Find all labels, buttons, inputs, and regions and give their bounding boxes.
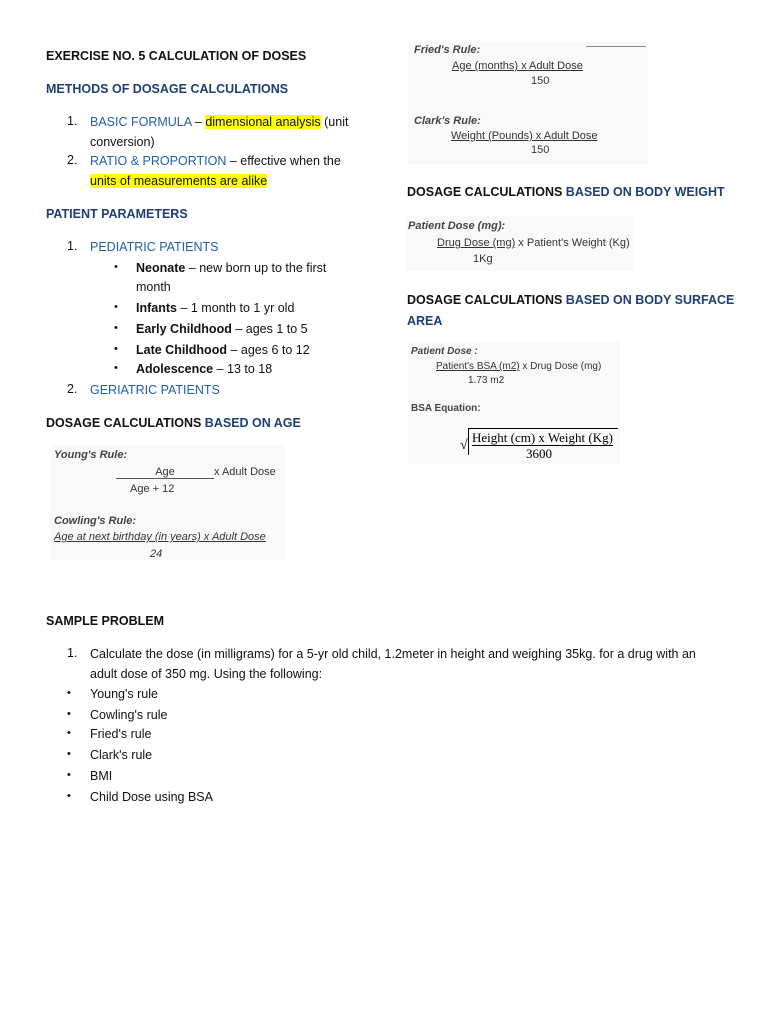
patient-heading: PATIENT PARAMETERS xyxy=(46,207,188,221)
list-number: 2. xyxy=(67,153,78,167)
age-group-item xyxy=(136,321,308,337)
bullet: • xyxy=(114,322,118,334)
fried-clark-image xyxy=(408,42,648,164)
fried-rule-numerator: Age (months) x Adult Dose xyxy=(452,60,583,72)
term: Neonate xyxy=(136,261,186,275)
bsa-eq-numerator xyxy=(472,430,613,446)
age-group-item-cont: month xyxy=(136,280,171,294)
bullet: • xyxy=(67,748,71,760)
clark-rule-label: Clark's Rule: xyxy=(414,115,481,127)
method-ratio-proportion xyxy=(90,153,341,169)
method-basic-formula xyxy=(90,114,348,130)
method-list-item: Young's rule xyxy=(90,687,158,701)
desc: – ages 6 to 12 xyxy=(226,343,310,357)
patient-dose-label: Patient Dose (mg): xyxy=(408,220,506,232)
numerator-drug-dose: Drug Dose (mg) xyxy=(437,237,516,249)
method-ratio-cont xyxy=(90,173,267,189)
sample-problem-line: adult dose of 350 mg. Using the following: xyxy=(90,667,323,681)
highlighted-text: units of measurements are alike xyxy=(90,174,268,188)
desc: – new born up to the first xyxy=(185,261,327,275)
eq-numerator-text: Height (cm) x Weight (Kg) xyxy=(472,430,613,445)
sqrt-icon: √ xyxy=(460,438,468,453)
weight-numerator xyxy=(437,237,630,249)
bsa-numerator xyxy=(436,361,601,372)
bullet: • xyxy=(67,790,71,802)
weight-section-heading xyxy=(407,184,725,200)
age-group-item xyxy=(136,300,294,316)
age-group-item xyxy=(136,260,326,276)
list-number: 2. xyxy=(67,382,78,396)
geriatric-label: GERIATRIC PATIENTS xyxy=(90,383,220,397)
numerator-weight: x Patient's Weight (Kg) xyxy=(515,237,630,249)
method-label: RATIO & PROPORTION xyxy=(90,154,227,168)
bsa-equation-label: BSA Equation: xyxy=(411,403,481,414)
methods-heading: METHODS OF DOSAGE CALCULATIONS xyxy=(46,82,289,96)
fried-rule-label: Fried's Rule: xyxy=(414,44,481,56)
weight-formula-image xyxy=(405,216,633,271)
list-number: 1. xyxy=(67,239,78,253)
divider xyxy=(586,46,646,47)
list-number: 1. xyxy=(67,114,78,128)
method-sep: – effective when the xyxy=(226,154,341,168)
sample-problem-line: Calculate the dose (in milligrams) for a 5-yr old child, 1.2meter in height and weighing 35kg. for a drug with an xyxy=(90,647,696,661)
weight-denominator: 1Kg xyxy=(473,253,493,265)
bullet: • xyxy=(114,362,118,374)
sample-heading: SAMPLE PROBLEM xyxy=(46,614,165,628)
bsa-section-heading-cont: AREA xyxy=(407,314,443,328)
method-sep: – xyxy=(191,115,206,129)
heading-part: DOSAGE CALCULATIONS xyxy=(46,416,205,430)
method-list-item: Clark's rule xyxy=(90,748,153,762)
numerator-drug-dose: x Drug Dose (mg) xyxy=(519,361,602,372)
numerator-age: Age xyxy=(116,466,214,479)
desc: – ages 1 to 5 xyxy=(231,322,308,336)
bullet: • xyxy=(67,687,71,699)
method-list-item: Child Dose using BSA xyxy=(90,790,213,804)
bullet: • xyxy=(114,343,118,355)
bullet: • xyxy=(67,769,71,781)
method-list-item: Cowling's rule xyxy=(90,708,168,722)
young-rule-label: Young's Rule: xyxy=(54,449,128,461)
age-group-item xyxy=(136,342,310,358)
bullet: • xyxy=(114,301,118,313)
young-rule-denominator: Age + 12 xyxy=(130,483,175,495)
heading-part: DOSAGE CALCULATIONS xyxy=(407,293,566,307)
bsa-formula-image xyxy=(408,342,620,464)
clark-rule-denominator: 150 xyxy=(531,144,550,156)
method-list-item: BMI xyxy=(90,769,113,783)
highlighted-text: dimensional analysis xyxy=(205,115,321,129)
heading-part: DOSAGE CALCULATIONS xyxy=(407,185,566,199)
cowling-rule-label: Cowling's Rule: xyxy=(54,515,137,527)
bullet: • xyxy=(114,261,118,273)
heading-part: BASED ON BODY WEIGHT xyxy=(565,185,725,199)
heading-part: BASED ON AGE xyxy=(204,416,301,430)
bsa-eq-denominator: 3600 xyxy=(526,446,552,461)
bullet: • xyxy=(67,708,71,720)
sqrt-stroke xyxy=(468,428,469,455)
list-number: 1. xyxy=(67,646,78,660)
term: Late Childhood xyxy=(136,343,227,357)
age-section-heading xyxy=(46,415,301,431)
cowling-rule-denominator: 24 xyxy=(150,548,163,560)
method-label: BASIC FORMULA xyxy=(90,115,192,129)
term: Early Childhood xyxy=(136,322,232,336)
age-group-item xyxy=(136,361,272,377)
clark-rule-numerator: Weight (Pounds) x Adult Dose xyxy=(451,130,598,142)
heading-part: BASED ON BODY SURFACE xyxy=(565,293,735,307)
bullet: • xyxy=(67,727,71,739)
numerator-dose: x Adult Dose xyxy=(214,466,276,478)
sqrt-bar xyxy=(468,428,618,429)
fried-rule-denominator: 150 xyxy=(531,75,550,87)
method-list-item: Fried's rule xyxy=(90,727,152,741)
young-rule-numerator xyxy=(116,466,276,479)
pediatric-label: PEDIATRIC PATIENTS xyxy=(90,240,219,254)
age-rules-image xyxy=(50,445,285,560)
bsa-denominator: 1.73 m2 xyxy=(468,375,505,386)
numerator-bsa: Patient's BSA (m2) xyxy=(436,361,520,372)
cowling-rule-numerator: Age at next birthday (in years) x Adult Dose xyxy=(54,531,266,543)
page-title: EXERCISE NO. 5 CALCULATION OF DOSES xyxy=(46,49,307,63)
desc: – 13 to 18 xyxy=(213,362,273,376)
bsa-section-heading xyxy=(407,292,734,308)
method-basic-formula-cont: conversion) xyxy=(90,135,155,149)
bsa-patient-dose-label: Patient Dose : xyxy=(411,346,478,357)
method-rest: (unit xyxy=(320,115,349,129)
term: Infants xyxy=(136,301,177,315)
desc: – 1 month to 1 yr old xyxy=(176,301,295,315)
term: Adolescence xyxy=(136,362,214,376)
